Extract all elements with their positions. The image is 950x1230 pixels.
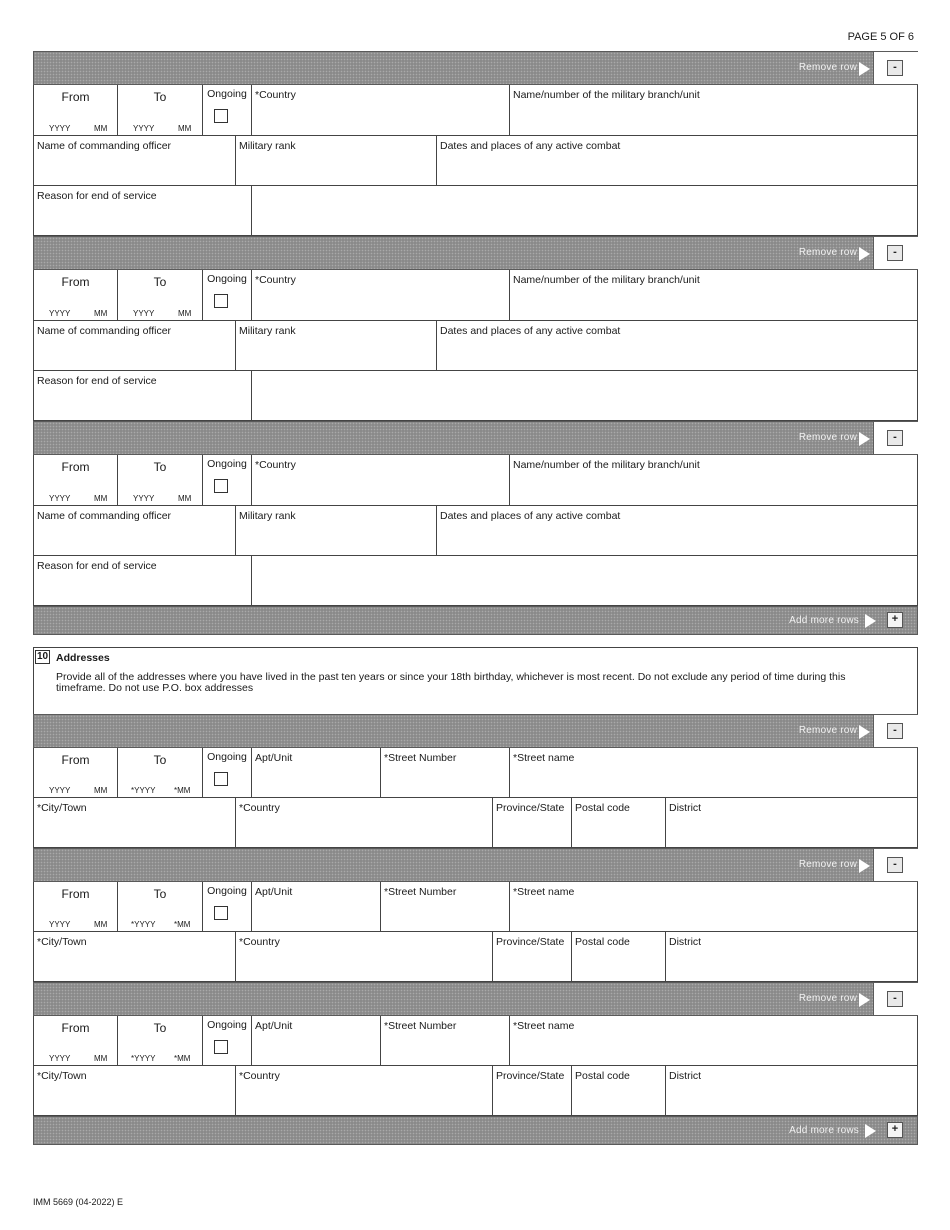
address-entry [33, 748, 918, 848]
military-entry [33, 85, 918, 236]
ongoing-label: Ongoing [207, 1019, 247, 1031]
district-field-label: District [669, 936, 702, 948]
ongoing-label: Ongoing [207, 458, 247, 470]
remove-row-button[interactable]: - [887, 723, 903, 739]
remove-row-label: Remove row [798, 62, 857, 73]
reason-field[interactable] [252, 186, 917, 235]
address-entry [33, 1016, 918, 1116]
to-month-label: *MM [174, 786, 191, 795]
apt-field-label: Apt/Unit [255, 886, 293, 898]
add-more-rows-button[interactable]: + [887, 612, 903, 628]
ongoing-checkbox[interactable] [214, 772, 228, 786]
to-year-label: *YYYY [131, 786, 156, 795]
combat-field-label: Dates and places of any active combat [440, 140, 621, 152]
arrow-right-icon [859, 725, 870, 739]
from-year-label: YYYY [49, 309, 71, 318]
street-name-field-label: *Street name [513, 752, 575, 764]
remove-row-bar [33, 982, 918, 1016]
add-more-rows-button[interactable]: + [887, 1122, 903, 1138]
ongoing-checkbox[interactable] [214, 479, 228, 493]
to-label: To [153, 90, 167, 104]
to-year-label: YYYY [133, 309, 155, 318]
rank-field-label: Military rank [239, 140, 296, 152]
to-label: To [153, 1021, 167, 1035]
from-year-label: YYYY [49, 494, 71, 503]
reason-field-label: Reason for end of service [37, 560, 157, 572]
ongoing-label: Ongoing [207, 273, 247, 285]
reason-field-label: Reason for end of service [37, 190, 157, 202]
to-year-label: YYYY [133, 124, 155, 133]
officer-field-label: Name of commanding officer [37, 140, 172, 152]
city-field-label: *City/Town [37, 802, 87, 814]
remove-row-label: Remove row [798, 859, 857, 870]
to-year-label: *YYYY [131, 1054, 156, 1063]
branch-field-label: Name/number of the military branch/unit [513, 274, 700, 286]
country-field-label: *Country [255, 274, 296, 286]
form-area [33, 51, 918, 1145]
from-month-label: MM [94, 309, 108, 318]
from-month-label: MM [94, 494, 108, 503]
district-field-label: District [669, 802, 702, 814]
from-year-label: YYYY [49, 920, 71, 929]
from-month-label: MM [94, 920, 108, 929]
from-year-label: YYYY [49, 786, 71, 795]
remove-row-label: Remove row [798, 432, 857, 443]
remove-row-button[interactable]: - [887, 991, 903, 1007]
reason-field[interactable] [252, 556, 917, 605]
postal-field-label: Postal code [575, 936, 630, 948]
ongoing-label: Ongoing [207, 885, 247, 897]
add-more-rows-label: Add more rows [789, 1125, 859, 1136]
form-code: IMM 5669 (04-2022) E [33, 1197, 124, 1207]
addresses-section-header [33, 647, 918, 714]
from-label: From [61, 275, 90, 289]
country-field-label: *Country [255, 89, 296, 101]
officer-field-label: Name of commanding officer [37, 510, 172, 522]
province-field-label: Province/State [496, 936, 565, 948]
combat-field-label: Dates and places of any active combat [440, 325, 621, 337]
ongoing-checkbox[interactable] [214, 1040, 228, 1054]
arrow-right-icon [859, 62, 870, 76]
province-field-label: Province/State [496, 1070, 565, 1082]
remove-row-label: Remove row [798, 247, 857, 258]
country-field-label: *Country [239, 1070, 280, 1082]
remove-row-button[interactable]: - [887, 857, 903, 873]
from-label: From [61, 753, 90, 767]
country-field-label: *Country [239, 936, 280, 948]
arrow-right-icon [859, 247, 870, 261]
district-field-label: District [669, 1070, 702, 1082]
to-month-label: *MM [174, 920, 191, 929]
add-more-rows-bar [33, 606, 918, 635]
ongoing-checkbox[interactable] [214, 906, 228, 920]
remove-row-button[interactable]: - [887, 430, 903, 446]
from-label: From [61, 1021, 90, 1035]
to-year-label: *YYYY [131, 920, 156, 929]
ongoing-checkbox[interactable] [214, 294, 228, 308]
add-more-rows-label: Add more rows [789, 615, 859, 626]
remove-row-bar [33, 236, 918, 270]
to-year-label: YYYY [133, 494, 155, 503]
from-month-label: MM [94, 786, 108, 795]
reason-field-label: Reason for end of service [37, 375, 157, 387]
section-title: Addresses [56, 652, 110, 664]
section-number: 10 [36, 651, 49, 662]
arrow-right-icon [859, 993, 870, 1007]
remove-row-label: Remove row [798, 725, 857, 736]
street-name-field-label: *Street name [513, 1020, 575, 1032]
postal-field-label: Postal code [575, 802, 630, 814]
country-field-label: *Country [255, 459, 296, 471]
province-field-label: Province/State [496, 802, 565, 814]
section-description: Provide all of the addresses where you have lived in the past ten years or since your 18th birthday, whichever is most recent. Do not exclude any period of time during this timeframe. Do not use P.O. box addresses [56, 671, 846, 694]
postal-field-label: Postal code [575, 1070, 630, 1082]
rank-field-label: Military rank [239, 510, 296, 522]
from-year-label: YYYY [49, 124, 71, 133]
to-month-label: MM [178, 494, 192, 503]
city-field-label: *City/Town [37, 936, 87, 948]
remove-row-bar [33, 714, 918, 748]
from-label: From [61, 90, 90, 104]
street-number-field-label: *Street Number [384, 752, 457, 764]
remove-row-bar [33, 51, 918, 85]
arrow-right-icon [859, 859, 870, 873]
officer-field-label: Name of commanding officer [37, 325, 172, 337]
from-year-label: YYYY [49, 1054, 71, 1063]
add-more-rows-bar [33, 1116, 918, 1145]
remove-row-label: Remove row [798, 993, 857, 1004]
remove-row-bar [33, 421, 918, 455]
apt-field-label: Apt/Unit [255, 752, 293, 764]
arrow-right-icon [865, 614, 876, 628]
ongoing-label: Ongoing [207, 88, 247, 100]
to-label: To [153, 887, 167, 901]
rank-field-label: Military rank [239, 325, 296, 337]
branch-field-label: Name/number of the military branch/unit [513, 89, 700, 101]
from-month-label: MM [94, 1054, 108, 1063]
from-month-label: MM [94, 124, 108, 133]
to-label: To [153, 460, 167, 474]
remove-row-button[interactable]: - [887, 60, 903, 76]
city-field-label: *City/Town [37, 1070, 87, 1082]
reason-field[interactable] [252, 371, 917, 420]
remove-row-bar [33, 848, 918, 882]
to-label: To [153, 275, 167, 289]
to-month-label: *MM [174, 1054, 191, 1063]
page-number: PAGE 5 OF 6 [847, 31, 914, 43]
to-month-label: MM [178, 309, 192, 318]
to-month-label: MM [178, 124, 192, 133]
from-label: From [61, 887, 90, 901]
street-number-field-label: *Street Number [384, 1020, 457, 1032]
arrow-right-icon [865, 1124, 876, 1138]
from-label: From [61, 460, 90, 474]
street-name-field-label: *Street name [513, 886, 575, 898]
apt-field-label: Apt/Unit [255, 1020, 293, 1032]
ongoing-checkbox[interactable] [214, 109, 228, 123]
ongoing-label: Ongoing [207, 751, 247, 763]
address-entry [33, 882, 918, 982]
arrow-right-icon [859, 432, 870, 446]
military-entry [33, 455, 918, 606]
street-number-field-label: *Street Number [384, 886, 457, 898]
military-entry [33, 270, 918, 421]
country-field-label: *Country [239, 802, 280, 814]
remove-row-button[interactable]: - [887, 245, 903, 261]
to-label: To [153, 753, 167, 767]
combat-field-label: Dates and places of any active combat [440, 510, 621, 522]
branch-field-label: Name/number of the military branch/unit [513, 459, 700, 471]
